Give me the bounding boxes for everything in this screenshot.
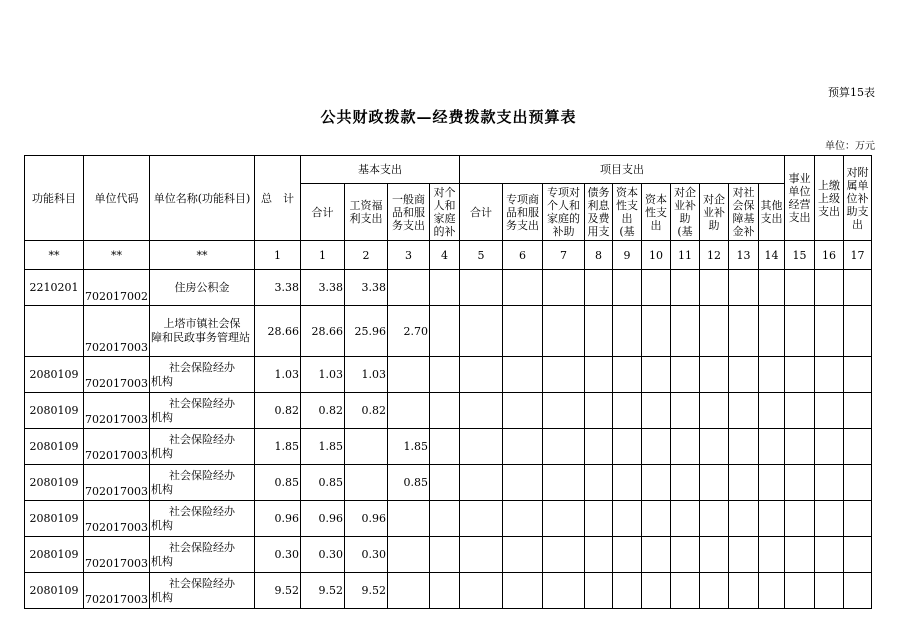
empty-cell — [700, 537, 729, 573]
empty-cell — [613, 306, 642, 357]
empty-cell — [671, 357, 700, 393]
empty-cell — [613, 501, 642, 537]
header-unit-name: 单位名称(功能科目) — [150, 156, 255, 241]
empty-cell — [729, 429, 759, 465]
empty-cell — [844, 537, 872, 573]
empty-cell — [460, 270, 503, 306]
empty-cell — [430, 501, 460, 537]
total-cell: 28.66 — [255, 306, 301, 357]
unit-name-cell — [150, 357, 255, 393]
empty-cell — [642, 537, 671, 573]
header-proj-ent-sub-base: 对企业补助(基 — [671, 184, 700, 241]
index-cell: 7 — [543, 241, 585, 270]
goods-cell — [388, 537, 430, 573]
table-row — [25, 465, 872, 501]
basic-sum-cell: 0.82 — [301, 393, 345, 429]
total-cell: 0.96 — [255, 501, 301, 537]
empty-cell — [844, 573, 872, 609]
basic-sum-cell: 9.52 — [301, 573, 345, 609]
func-subject-cell: 2080109 — [25, 465, 84, 501]
header-proj-social: 对社会保障基金补 — [729, 184, 759, 241]
empty-cell — [700, 465, 729, 501]
func-subject-cell: 2080109 — [25, 393, 84, 429]
salary-cell: 25.96 — [345, 306, 388, 357]
empty-cell — [585, 429, 613, 465]
goods-cell: 1.85 — [388, 429, 430, 465]
empty-cell — [613, 357, 642, 393]
unit-name-text — [151, 317, 253, 345]
salary-cell: 1.03 — [345, 357, 388, 393]
func-subject-cell: 2080109 — [25, 429, 84, 465]
unit-code-cell: 702017003 — [84, 573, 150, 609]
empty-cell — [700, 306, 729, 357]
empty-cell — [585, 306, 613, 357]
header-affiliated: 对附属单位补助支出 — [844, 156, 872, 241]
unit-name-line2: 机构 — [151, 518, 173, 532]
basic-sum-cell: 1.03 — [301, 357, 345, 393]
empty-cell — [815, 465, 844, 501]
header-proj-capital: 资本性支出 — [642, 184, 671, 241]
empty-cell — [729, 537, 759, 573]
goods-cell — [388, 357, 430, 393]
empty-cell — [543, 465, 585, 501]
header-total: 总 计 — [255, 156, 301, 241]
unit-name-line2: 机构 — [151, 482, 173, 496]
empty-cell — [844, 465, 872, 501]
empty-cell — [460, 357, 503, 393]
index-cell: 4 — [430, 241, 460, 270]
header-basic-personal: 对个人和家庭的补 — [430, 184, 460, 241]
empty-cell — [759, 357, 785, 393]
empty-cell — [759, 465, 785, 501]
index-cell: 14 — [759, 241, 785, 270]
total-cell: 9.52 — [255, 573, 301, 609]
empty-cell — [815, 393, 844, 429]
empty-cell — [430, 306, 460, 357]
unit-name-text — [151, 469, 253, 497]
table-row — [25, 429, 872, 465]
index-cell: 9 — [613, 241, 642, 270]
total-cell: 0.85 — [255, 465, 301, 501]
unit-name-text — [151, 505, 253, 533]
empty-cell — [700, 501, 729, 537]
empty-cell — [671, 465, 700, 501]
empty-cell — [671, 501, 700, 537]
index-cell: 12 — [700, 241, 729, 270]
empty-cell — [430, 357, 460, 393]
unit-name-line1: 住房公积金 — [174, 280, 230, 294]
basic-sum-cell: 0.96 — [301, 501, 345, 537]
func-subject-cell: 2080109 — [25, 537, 84, 573]
unit-code-cell: 702017002 — [84, 270, 150, 306]
header-proj-personal: 专项对个人和家庭的补助 — [543, 184, 585, 241]
empty-cell — [844, 306, 872, 357]
table-row — [25, 393, 872, 429]
total-cell: 0.30 — [255, 537, 301, 573]
empty-cell — [815, 537, 844, 573]
empty-cell — [815, 306, 844, 357]
func-subject-cell: 2080109 — [25, 573, 84, 609]
goods-cell — [388, 501, 430, 537]
empty-cell — [642, 393, 671, 429]
unit-name-text — [151, 361, 253, 389]
empty-cell — [844, 270, 872, 306]
unit-name-cell — [150, 465, 255, 501]
empty-cell — [503, 465, 543, 501]
empty-cell — [585, 465, 613, 501]
unit-name-line1: 社会保险经办 — [169, 360, 235, 374]
empty-cell — [729, 465, 759, 501]
empty-cell — [729, 357, 759, 393]
unit-name-text — [151, 541, 253, 569]
empty-cell — [430, 270, 460, 306]
empty-cell — [844, 429, 872, 465]
empty-cell — [543, 357, 585, 393]
empty-cell — [729, 501, 759, 537]
empty-cell — [503, 501, 543, 537]
empty-cell — [503, 573, 543, 609]
func-subject-cell: 2210201 — [25, 270, 84, 306]
empty-cell — [815, 501, 844, 537]
goods-cell — [388, 270, 430, 306]
empty-cell — [430, 429, 460, 465]
empty-cell — [815, 573, 844, 609]
empty-cell — [430, 465, 460, 501]
unit-name-line1: 社会保险经办 — [169, 540, 235, 554]
empty-cell — [785, 429, 815, 465]
unit-code-cell: 702017003 — [84, 429, 150, 465]
empty-cell — [543, 306, 585, 357]
empty-cell — [759, 393, 785, 429]
empty-cell — [585, 270, 613, 306]
unit-name-line2: 机构 — [151, 410, 173, 424]
unit-name-cell — [150, 270, 255, 306]
table-row — [25, 357, 872, 393]
unit-label: 单位：万元 — [825, 141, 875, 152]
index-cell: ** — [150, 241, 255, 270]
table-row — [25, 306, 872, 357]
goods-cell: 2.70 — [388, 306, 430, 357]
empty-cell — [844, 501, 872, 537]
empty-cell — [671, 270, 700, 306]
empty-cell — [585, 573, 613, 609]
unit-name-line1: 社会保险经办 — [169, 576, 235, 590]
basic-sum-cell: 0.30 — [301, 537, 345, 573]
empty-cell — [671, 306, 700, 357]
empty-cell — [503, 357, 543, 393]
header-business: 事业单位经营支出 — [785, 156, 815, 241]
index-row — [25, 241, 872, 270]
header-proj-capital-base: 资本性支出(基 — [613, 184, 642, 241]
goods-cell — [388, 393, 430, 429]
empty-cell — [815, 429, 844, 465]
empty-cell — [729, 306, 759, 357]
empty-cell — [543, 429, 585, 465]
unit-name-line2: 障和民政事务管理站 — [151, 331, 250, 344]
empty-cell — [613, 537, 642, 573]
empty-cell — [729, 270, 759, 306]
empty-cell — [585, 501, 613, 537]
header-project: 项目支出 — [460, 156, 785, 184]
header-basic-goods: 一般商品和服务支出 — [388, 184, 430, 241]
empty-cell — [460, 429, 503, 465]
empty-cell — [785, 270, 815, 306]
empty-cell — [585, 537, 613, 573]
basic-sum-cell: 0.85 — [301, 465, 345, 501]
empty-cell — [613, 270, 642, 306]
unit-name-line2: 机构 — [151, 554, 173, 568]
empty-cell — [759, 501, 785, 537]
empty-cell — [642, 357, 671, 393]
empty-cell — [460, 573, 503, 609]
unit-name-text — [151, 397, 253, 425]
empty-cell — [785, 573, 815, 609]
unit-name-line1: 社会保险经办 — [169, 432, 235, 446]
basic-sum-cell: 3.38 — [301, 270, 345, 306]
index-cell: 1 — [255, 241, 301, 270]
index-cell: 17 — [844, 241, 872, 270]
unit-code-cell: 702017003 — [84, 357, 150, 393]
index-cell: 5 — [460, 241, 503, 270]
salary-cell: 0.82 — [345, 393, 388, 429]
table-row — [25, 270, 872, 306]
empty-cell — [759, 270, 785, 306]
empty-cell — [613, 465, 642, 501]
header-basic: 基本支出 — [301, 156, 460, 184]
empty-cell — [785, 537, 815, 573]
index-cell: 16 — [815, 241, 844, 270]
table-row — [25, 573, 872, 609]
header-func-subject: 功能科目 — [25, 156, 84, 241]
budget-table — [24, 155, 872, 609]
unit-name-cell — [150, 429, 255, 465]
empty-cell — [460, 393, 503, 429]
empty-cell — [815, 357, 844, 393]
unit-code-cell: 702017003 — [84, 501, 150, 537]
empty-cell — [700, 573, 729, 609]
unit-name-text — [151, 577, 253, 605]
unit-code-cell: 702017003 — [84, 465, 150, 501]
unit-name-cell — [150, 306, 255, 357]
empty-cell — [642, 501, 671, 537]
salary-cell: 0.96 — [345, 501, 388, 537]
header-basic-salary: 工资福利支出 — [345, 184, 388, 241]
index-cell: 3 — [388, 241, 430, 270]
index-cell: 15 — [785, 241, 815, 270]
unit-code-cell: 702017003 — [84, 306, 150, 357]
empty-cell — [543, 393, 585, 429]
salary-cell — [345, 465, 388, 501]
salary-cell — [345, 429, 388, 465]
empty-cell — [671, 429, 700, 465]
empty-cell — [460, 537, 503, 573]
empty-cell — [503, 429, 543, 465]
unit-name-cell — [150, 573, 255, 609]
empty-cell — [759, 573, 785, 609]
empty-cell — [759, 537, 785, 573]
index-cell: 10 — [642, 241, 671, 270]
index-cell: ** — [25, 241, 84, 270]
index-cell: 6 — [503, 241, 543, 270]
salary-cell: 0.30 — [345, 537, 388, 573]
empty-cell — [460, 306, 503, 357]
empty-cell — [785, 357, 815, 393]
unit-name-line2: 机构 — [151, 446, 173, 460]
index-cell: 13 — [729, 241, 759, 270]
index-cell: 2 — [345, 241, 388, 270]
header-proj-debt: 债务利息及费用支 — [585, 184, 613, 241]
salary-cell: 3.38 — [345, 270, 388, 306]
unit-code-cell: 702017003 — [84, 393, 150, 429]
table-row — [25, 537, 872, 573]
empty-cell — [613, 393, 642, 429]
empty-cell — [700, 429, 729, 465]
goods-cell: 0.85 — [388, 465, 430, 501]
empty-cell — [785, 465, 815, 501]
empty-cell — [613, 429, 642, 465]
total-cell: 0.82 — [255, 393, 301, 429]
empty-cell — [700, 393, 729, 429]
empty-cell — [671, 573, 700, 609]
index-cell: 8 — [585, 241, 613, 270]
unit-code-cell: 702017003 — [84, 537, 150, 573]
empty-cell — [642, 429, 671, 465]
func-subject-cell — [25, 306, 84, 357]
empty-cell — [815, 270, 844, 306]
empty-cell — [460, 501, 503, 537]
header-proj-other: 其他支出 — [759, 184, 785, 241]
unit-name-line1: 社会保险经办 — [169, 504, 235, 518]
empty-cell — [430, 537, 460, 573]
empty-cell — [543, 270, 585, 306]
empty-cell — [430, 393, 460, 429]
unit-name-line2: 机构 — [151, 590, 173, 604]
unit-name-line1: 社会保险经办 — [169, 468, 235, 482]
empty-cell — [613, 573, 642, 609]
empty-cell — [503, 393, 543, 429]
index-cell: 1 — [301, 241, 345, 270]
unit-name-text — [151, 433, 253, 461]
empty-cell — [671, 393, 700, 429]
header-proj-sum: 合计 — [460, 184, 503, 241]
basic-sum-cell: 28.66 — [301, 306, 345, 357]
unit-name-cell — [150, 501, 255, 537]
index-cell: 11 — [671, 241, 700, 270]
empty-cell — [642, 465, 671, 501]
empty-cell — [460, 465, 503, 501]
header-unit-code: 单位代码 — [84, 156, 150, 241]
goods-cell — [388, 573, 430, 609]
empty-cell — [671, 537, 700, 573]
empty-cell — [844, 357, 872, 393]
empty-cell — [543, 537, 585, 573]
empty-cell — [585, 357, 613, 393]
empty-cell — [785, 306, 815, 357]
header-proj-goods: 专项商品和服务支出 — [503, 184, 543, 241]
empty-cell — [785, 393, 815, 429]
unit-name-cell — [150, 537, 255, 573]
page-title: 公共财政拨款—经费拨款支出预算表 — [320, 108, 577, 126]
func-subject-cell: 2080109 — [25, 357, 84, 393]
empty-cell — [585, 393, 613, 429]
empty-cell — [503, 306, 543, 357]
empty-cell — [729, 573, 759, 609]
basic-sum-cell: 1.85 — [301, 429, 345, 465]
empty-cell — [700, 270, 729, 306]
empty-cell — [430, 573, 460, 609]
unit-name-line2: 机构 — [151, 374, 173, 388]
unit-name-text — [151, 281, 253, 295]
empty-cell — [503, 537, 543, 573]
unit-name-line1: 上塔市镇社会保 — [163, 317, 241, 330]
empty-cell — [543, 573, 585, 609]
sheet-number: 预算15表 — [828, 86, 875, 99]
empty-cell — [642, 306, 671, 357]
total-cell: 1.03 — [255, 357, 301, 393]
total-cell: 3.38 — [255, 270, 301, 306]
func-subject-cell: 2080109 — [25, 501, 84, 537]
unit-name-line1: 社会保险经办 — [169, 396, 235, 410]
salary-cell: 9.52 — [345, 573, 388, 609]
header-proj-ent-sub: 对企业补助 — [700, 184, 729, 241]
empty-cell — [642, 270, 671, 306]
empty-cell — [642, 573, 671, 609]
empty-cell — [759, 429, 785, 465]
table-row — [25, 501, 872, 537]
empty-cell — [543, 501, 585, 537]
unit-name-cell — [150, 393, 255, 429]
empty-cell — [503, 270, 543, 306]
header-basic-sum: 合计 — [301, 184, 345, 241]
header-upper: 上缴上级支出 — [815, 156, 844, 241]
index-cell: ** — [84, 241, 150, 270]
empty-cell — [785, 501, 815, 537]
empty-cell — [759, 306, 785, 357]
empty-cell — [700, 357, 729, 393]
empty-cell — [844, 393, 872, 429]
empty-cell — [729, 393, 759, 429]
total-cell: 1.85 — [255, 429, 301, 465]
